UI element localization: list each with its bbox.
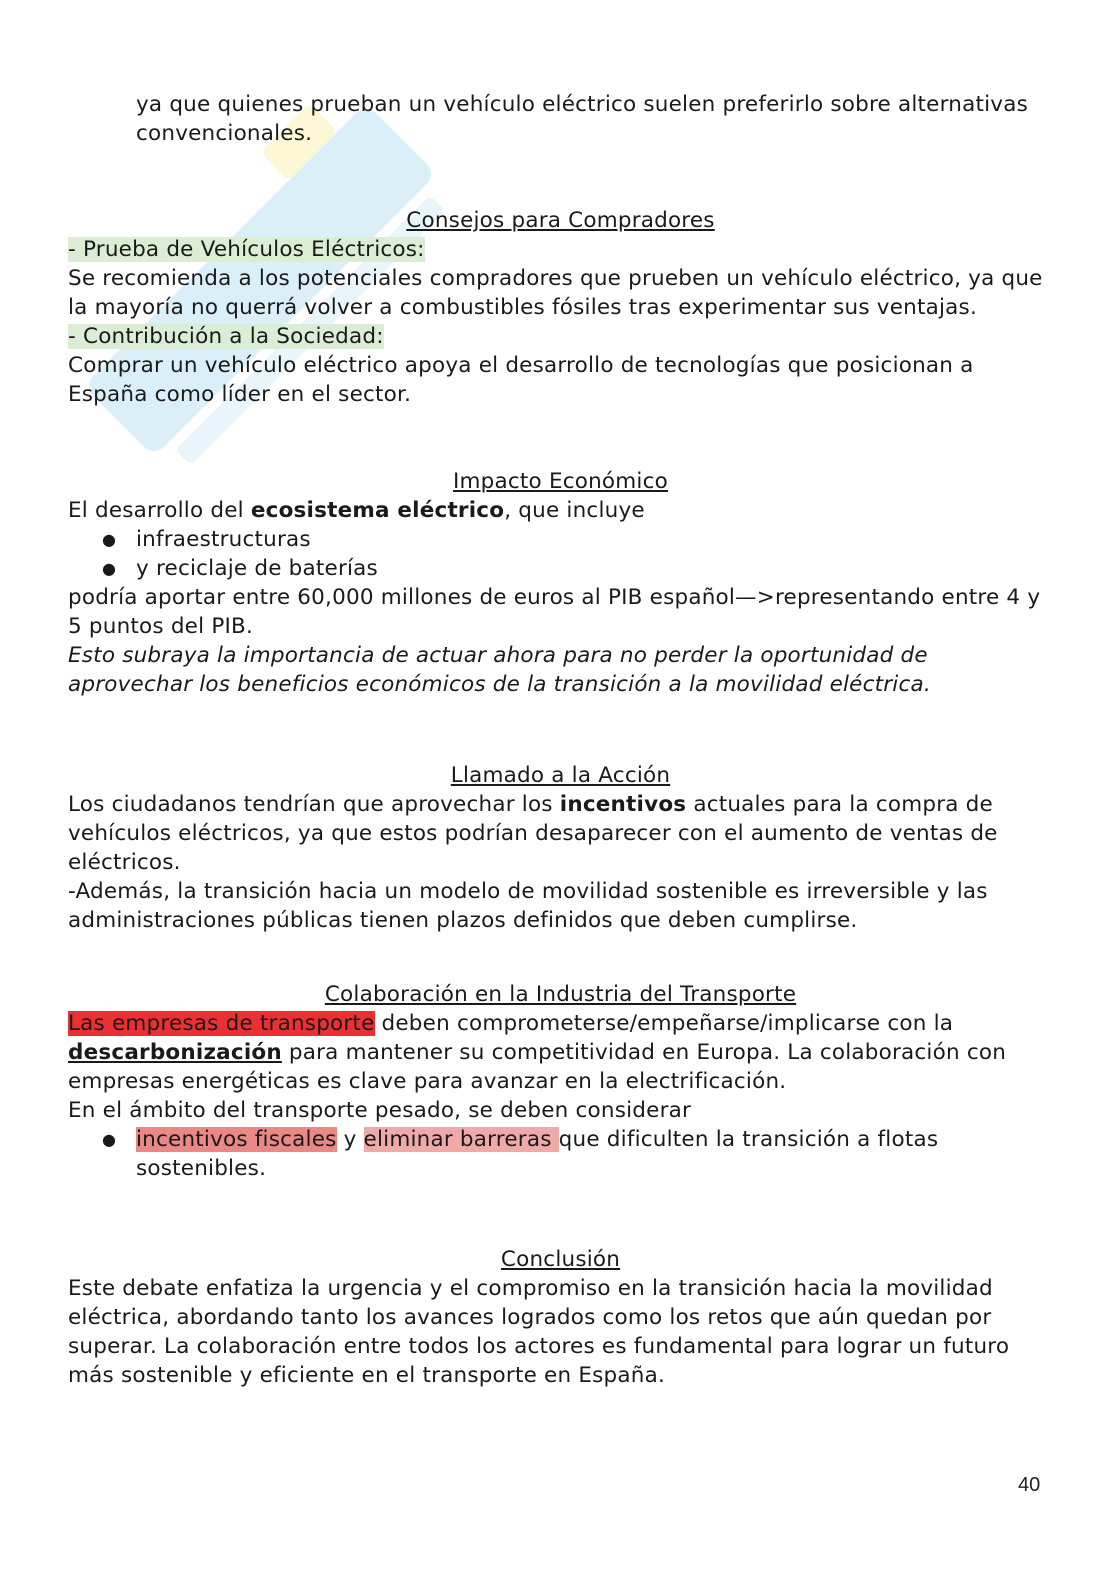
colaboracion-text: deben comprometerse/empeñarse/implicarse con la	[374, 1011, 954, 1036]
bullet-icon: ●	[102, 559, 117, 578]
llamado-text-2: actuales para la compra de vehículos eléctricos, ya que estos podrían desaparecer con el aumento de ventas de eléctricos.	[68, 792, 998, 875]
colaboracion-text-2: para mantener su competitividad en Europa. La colaboración con empresas energéticas es clave para avanzar en la electrificación.	[68, 1040, 1007, 1094]
list-item-text: infraestructuras	[136, 527, 311, 552]
impacto-lead	[68, 496, 1053, 525]
highlight-green: - Contribución a la Sociedad:	[68, 324, 384, 349]
colaboracion-bullet-list	[68, 1125, 1053, 1183]
highlight-pink-2: eliminar barreras	[363, 1127, 559, 1152]
heading-llamado: Llamado a la Acción	[450, 763, 671, 788]
heading-conclusion: Conclusión	[500, 1247, 621, 1272]
heading-consejos: Consejos para Compradores	[406, 208, 715, 233]
highlight-green: - Prueba de Vehículos Eléctricos:	[68, 237, 425, 262]
highlight-pink: incentivos fiscales	[136, 1127, 337, 1152]
impacto-after: podría aportar entre 60,000 millones de euros al PIB español—>representando entre 4 y 5 puntos del PIB.	[68, 585, 1041, 639]
page-number: 40	[1018, 1474, 1041, 1496]
impacto-lead-bold: ecosistema eléctrico	[250, 498, 505, 523]
consejos-item1-text: Se recomienda a los potenciales compradores que prueben un vehículo eléctrico, ya que la mayoría no querrá volver a combustibles fósiles tras experimentar sus ventajas.	[68, 266, 1043, 320]
bullet-icon: ●	[102, 530, 117, 549]
impacto-italic	[68, 641, 1053, 699]
conclusion-paragraph: Este debate enfatiza la urgencia y el compromiso en la transición hacia la movilidad eléctrica, abordando tanto los avances logrados como los retos que aún quedan por superar. La colaboración entre todos los actores es fundamental para lograr un futuro más sostenible y eficiente en el transporte en España.	[68, 1276, 1010, 1388]
list-item-text: y reciclaje de baterías	[136, 556, 378, 581]
consejos-item2-text: Comprar un vehículo eléctrico apoya el desarrollo de tecnologías que posicionan a España como líder en el sector.	[68, 353, 974, 407]
consejos-item2-label	[68, 322, 1053, 351]
consejos-item1-label	[68, 235, 1053, 264]
document-page	[68, 90, 1053, 1390]
list-item	[68, 554, 1053, 583]
impacto-bullet-list	[68, 525, 1053, 583]
colaboracion-bold: descarbonización	[68, 1040, 282, 1065]
llamado-text: Los ciudadanos tendrían que aprovechar los	[68, 792, 560, 817]
colaboracion-paragraph-1	[68, 1009, 1053, 1096]
intro-paragraph: ya que quienes prueban un vehículo eléctrico suelen preferirlo sobre alternativas convencionales.	[136, 92, 1028, 146]
bullet-icon: ●	[102, 1130, 117, 1149]
heading-colaboracion: Colaboración en la Industria del Transporte	[324, 982, 797, 1007]
llamado-bold: incentivos	[559, 792, 687, 817]
impacto-lead-text-2: , que incluye	[504, 498, 645, 523]
list-item-text-2: que dificulten la transición a flotas sostenibles.	[136, 1127, 939, 1181]
impacto-italic-text: Esto subraya la importancia de actuar ahora para no perder la oportunidad de aprovechar los beneficios económicos de la transición a la movilidad eléctrica.	[68, 643, 931, 697]
list-item-text: y	[336, 1127, 364, 1152]
list-item	[68, 525, 1053, 554]
llamado-paragraph-1	[68, 790, 1053, 877]
llamado-paragraph-2: -Además, la transición hacia un modelo de movilidad sostenible es irreversible y las administraciones públicas tienen plazos definidos que deben cumplirse.	[68, 879, 988, 933]
list-item	[68, 1125, 1053, 1183]
colaboracion-paragraph-2: En el ámbito del transporte pesado, se deben considerar	[68, 1098, 692, 1123]
heading-impacto: Impacto Económico	[453, 469, 668, 494]
impacto-lead-text: El desarrollo del	[68, 498, 251, 523]
highlight-red: Las empresas de transporte	[68, 1011, 375, 1036]
